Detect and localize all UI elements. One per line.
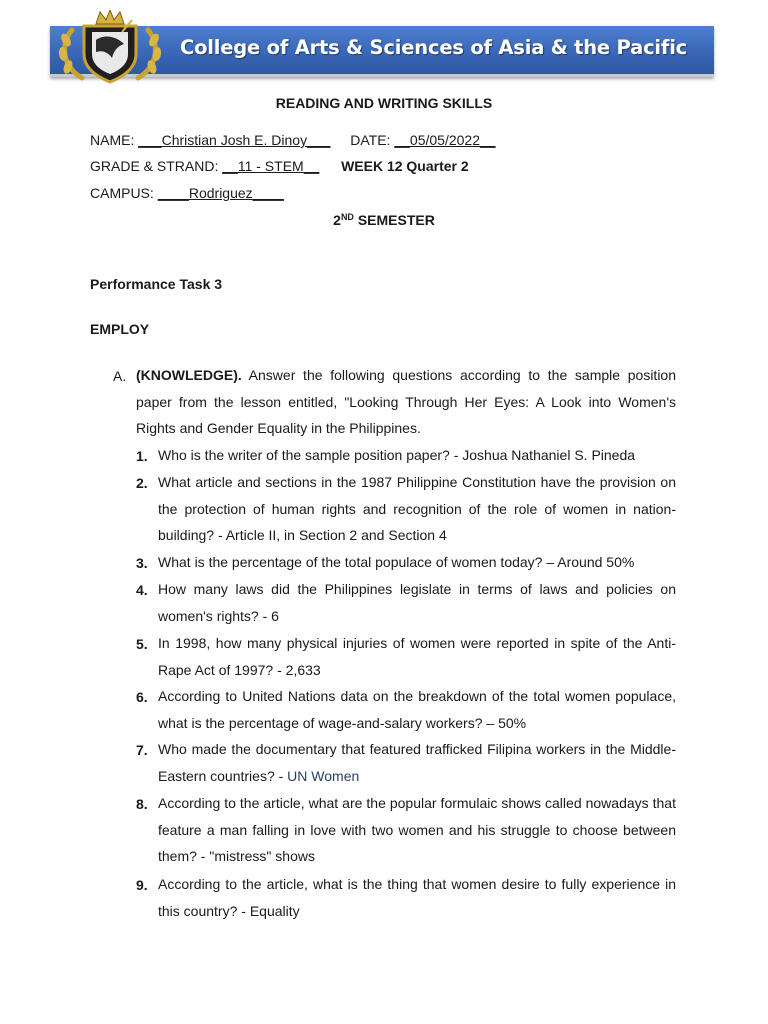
name-blank-left: ___ <box>138 132 162 148</box>
student-name: Christian Josh E. Dinoy <box>161 132 308 148</box>
college-seal-logo <box>52 10 168 84</box>
grade-week-row <box>90 157 469 175</box>
part-a-text: Answer the following questions according to the sample position paper from the lesson entitled, "Looking Through Her Eyes: A Look into Women's Rights and Gender Equality in the Philippines. <box>136 367 676 437</box>
semester-label: SEMESTER <box>353 212 435 228</box>
question-text: What is the percentage of the total populace of women today? – Around 50% <box>158 554 635 570</box>
grade-label: GRADE & STRAND: <box>90 158 223 174</box>
question-text: In 1998, how many physical injuries of women were reported in spite of the Anti-Rape Act of 1997? - 2,633 <box>158 635 676 678</box>
campus-blank-right: ____ <box>252 185 284 201</box>
part-a-instructions <box>136 362 676 442</box>
semester-heading <box>0 211 768 229</box>
question-number: 2. <box>136 475 148 491</box>
campus-blank-left: ____ <box>157 185 189 201</box>
semester-suffix: ND <box>340 212 354 222</box>
grade-blank-left: __ <box>222 158 238 174</box>
week-quarter: WEEK 12 Quarter 2 <box>341 158 469 174</box>
question-text-main: Who made the documentary that featured trafficked Filipina workers in the Middle-Eastern countries? - <box>158 741 676 784</box>
campus-row <box>90 184 284 202</box>
document-title: READING AND WRITING SKILLS <box>275 95 493 111</box>
question-text: How many laws did the Philippines legislate in terms of laws and policies on women's rights? - 6 <box>158 581 676 624</box>
semester-number: 2 <box>333 212 341 228</box>
date-label: DATE: <box>350 132 395 148</box>
grade-strand-value: 11 - STEM <box>237 158 304 174</box>
question-text: According to United Nations data on the breakdown of the total women populace, what is the percentage of wage-and-salary workers? – 50% <box>158 688 676 731</box>
question-text: Who is the writer of the sample position paper? - Joshua Nathaniel S. Pineda <box>158 447 636 463</box>
part-a-lead: (KNOWLEDGE). <box>136 367 242 383</box>
question-number: 9. <box>136 877 148 893</box>
question-number: 3. <box>136 555 148 571</box>
name-date-row <box>90 131 496 149</box>
question-number: 5. <box>136 636 148 652</box>
question-number: 6. <box>136 689 148 705</box>
part-a-marker: A. <box>113 368 127 384</box>
question-number: 7. <box>136 742 148 758</box>
section-title: EMPLOY <box>90 321 150 337</box>
grade-blank-right: __ <box>303 158 320 174</box>
campus-label: CAMPUS: <box>90 185 158 201</box>
question-text <box>158 736 676 789</box>
campus-value: Rodriguez <box>188 185 253 201</box>
name-blank-right: ___ <box>307 132 331 148</box>
institution-name: College of Arts & Sciences of Asia & the Pacific <box>180 36 688 59</box>
question-answer-extra: UN Women <box>287 767 360 784</box>
question-text: What article and sections in the 1987 Philippine Constitution have the provision on the protection of human rights and recognition of the role of women in nation-building? - Article II, in Section 2 and Section 4 <box>158 474 676 544</box>
question-text: According to the article, what is the thing that women desire to fully experience in this country? - Equality <box>158 876 676 919</box>
question-text: According to the article, what are the popular formulaic shows called nowadays that feature a man falling in love with two women and his struggle to choose between them? - "mistress" shows <box>158 795 676 865</box>
date-blank-left: __ <box>394 132 410 148</box>
question-number: 4. <box>136 582 148 598</box>
question-number: 8. <box>136 796 148 812</box>
question-number: 1. <box>136 448 148 464</box>
name-label: NAME: <box>90 132 139 148</box>
task-title: Performance Task 3 <box>90 276 223 292</box>
date-blank-right: __ <box>479 132 496 148</box>
date-value: 05/05/2022 <box>409 132 480 148</box>
